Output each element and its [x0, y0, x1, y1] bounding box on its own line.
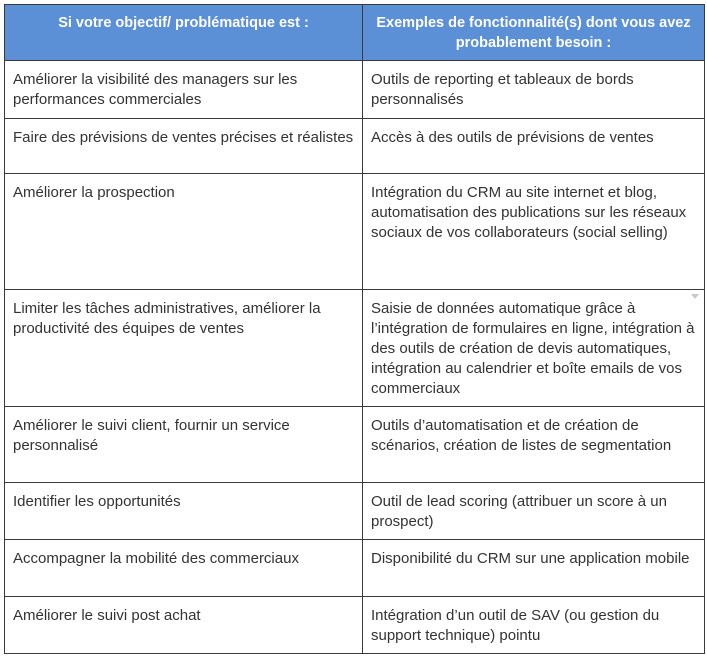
objective-cell: Limiter les tâches administratives, améliorer la productivité des équipes de ventes [5, 290, 363, 407]
chevron-down-icon[interactable] [691, 294, 699, 299]
objective-cell: Améliorer la visibilité des managers sur les performances commerciales [5, 61, 363, 119]
table-row [5, 597, 705, 654]
table-row [5, 483, 705, 540]
table-row [5, 119, 705, 174]
table-row [5, 290, 705, 407]
objective-cell: Accompagner la mobilité des commerciaux [5, 540, 363, 597]
table-row [5, 61, 705, 119]
objectives-features-table [4, 4, 705, 654]
features-cell: Intégration du CRM au site internet et blog, automatisation des publications sur les réseaux sociaux de vos collaborateurs (social selling) [363, 174, 705, 290]
features-cell: Accès à des outils de prévisions de ventes [363, 119, 705, 174]
table-row [5, 407, 705, 483]
objective-cell: Améliorer la prospection [5, 174, 363, 290]
features-cell-with-dropdown[interactable] [363, 290, 705, 407]
features-cell: Outils d’automatisation et de création de scénarios, création de listes de segmentation [363, 407, 705, 483]
features-cell-text: Saisie de données automatique grâce à l’intégration de formulaires en ligne, intégration à des outils de création de devis automatiques, intégration au calendrier et boîte emails de vos commerciaux [371, 300, 695, 397]
header-objective: Si votre objectif/ problématique est : [5, 5, 363, 61]
table-row [5, 174, 705, 290]
table-row [5, 540, 705, 597]
features-cell: Outils de reporting et tableaux de bords personnalisés [363, 61, 705, 119]
header-features: Exemples de fonctionnalité(s) dont vous avez probablement besoin : [363, 5, 705, 61]
table-header-row [5, 5, 705, 61]
objective-cell: Améliorer le suivi client, fournir un service personnalisé [5, 407, 363, 483]
features-cell: Disponibilité du CRM sur une application mobile [363, 540, 705, 597]
objective-cell: Identifier les opportunités [5, 483, 363, 540]
features-cell: Intégration d’un outil de SAV (ou gestion du support technique) pointu [363, 597, 705, 654]
objective-cell: Faire des prévisions de ventes précises et réalistes [5, 119, 363, 174]
features-cell: Outil de lead scoring (attribuer un score à un prospect) [363, 483, 705, 540]
objective-cell: Améliorer le suivi post achat [5, 597, 363, 654]
